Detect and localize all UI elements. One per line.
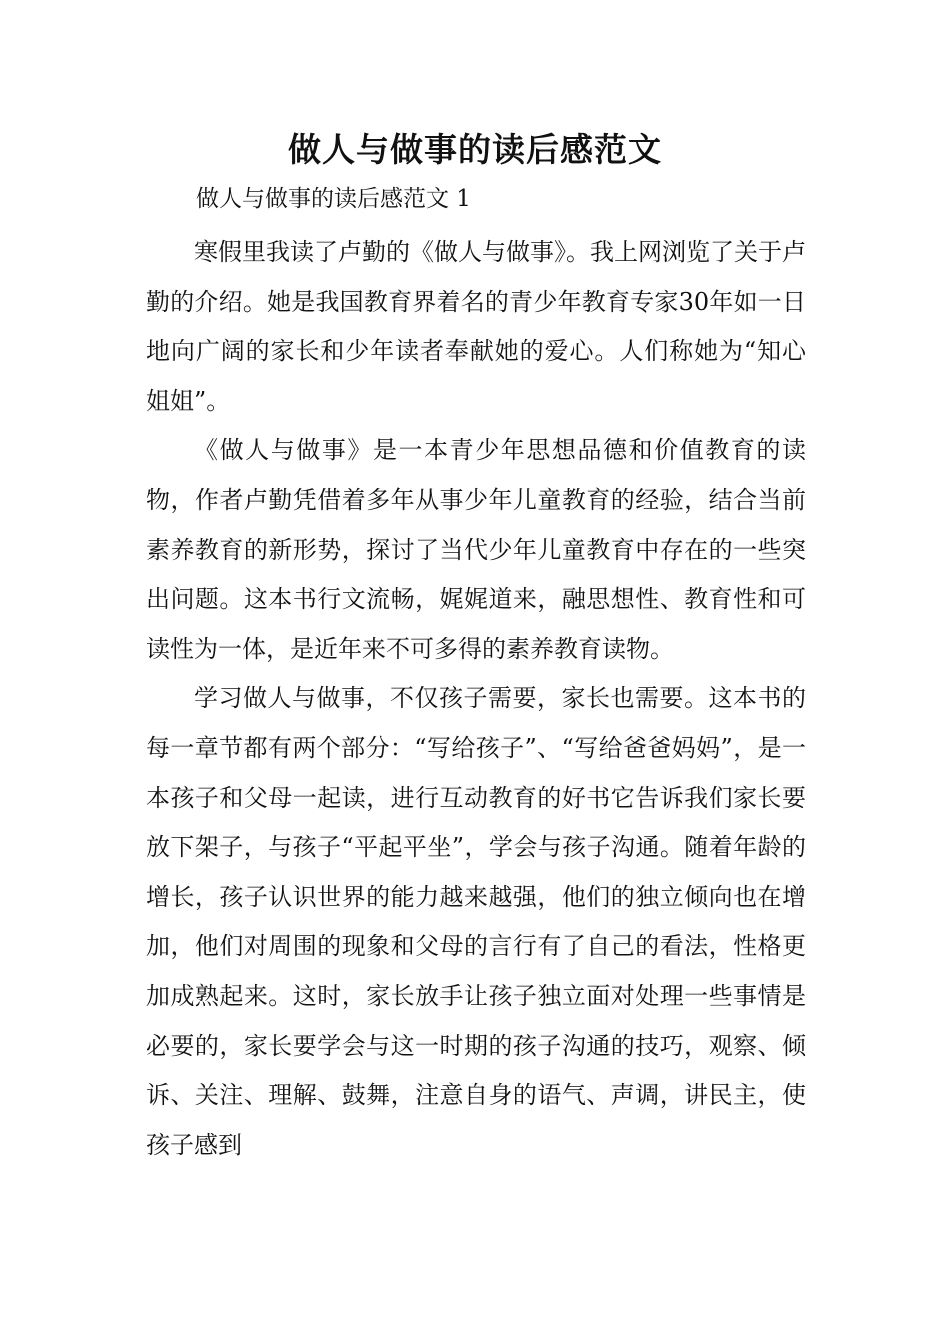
paragraph-2: 《做人与做事》是一本青少年思想品德和价值教育的读物，作者卢勤凭借着多年从事少年儿童教育的经验，结合当前素养教育的新形势，探讨了当代少年儿童教育中存在的一些突出问题。这本书行文流畅，娓娓道来，融思想性、教育性和可读性为一体，是近年来不可多得的素养教育读物。 xyxy=(146,436,806,663)
document-title: 做人与做事的读后感范文 xyxy=(288,130,662,169)
paragraph-1: 寒假里我读了卢勤的《做人与做事》。我上网浏览了关于卢勤的介绍。她是我国教育界着名的青少年教育专家30年如一日地向广阔的家长和少年读者奉献她的爱心。人们称她为“知心姐姐”。 xyxy=(146,238,806,415)
section-heading: 做人与做事的读后感范文 1 xyxy=(196,186,471,212)
document-body xyxy=(146,228,806,1170)
paragraph-3: 学习做人与做事，不仅孩子需要，家长也需要。这本书的每一章节都有两个部分：“写给孩子”、“写给爸爸妈妈”，是一本孩子和父母一起读，进行互动教育的好书它告诉我们家长要放下架子，与孩子“平起平坐”，学会与孩子沟通。随着年龄的增长，孩子认识世界的能力越来越强，他们的独立倾向也在增加，他们对周围的现象和父母的言行有了自己的看法，性格更加成熟起来。这时，家长放手让孩子独立面对处理一些事情是必要的，家长要学会与这一时期的孩子沟通的技巧，观察、倾诉、关注、理解、鼓舞，注意自身的语气、声调，讲民主，使孩子感到 xyxy=(146,684,806,1159)
